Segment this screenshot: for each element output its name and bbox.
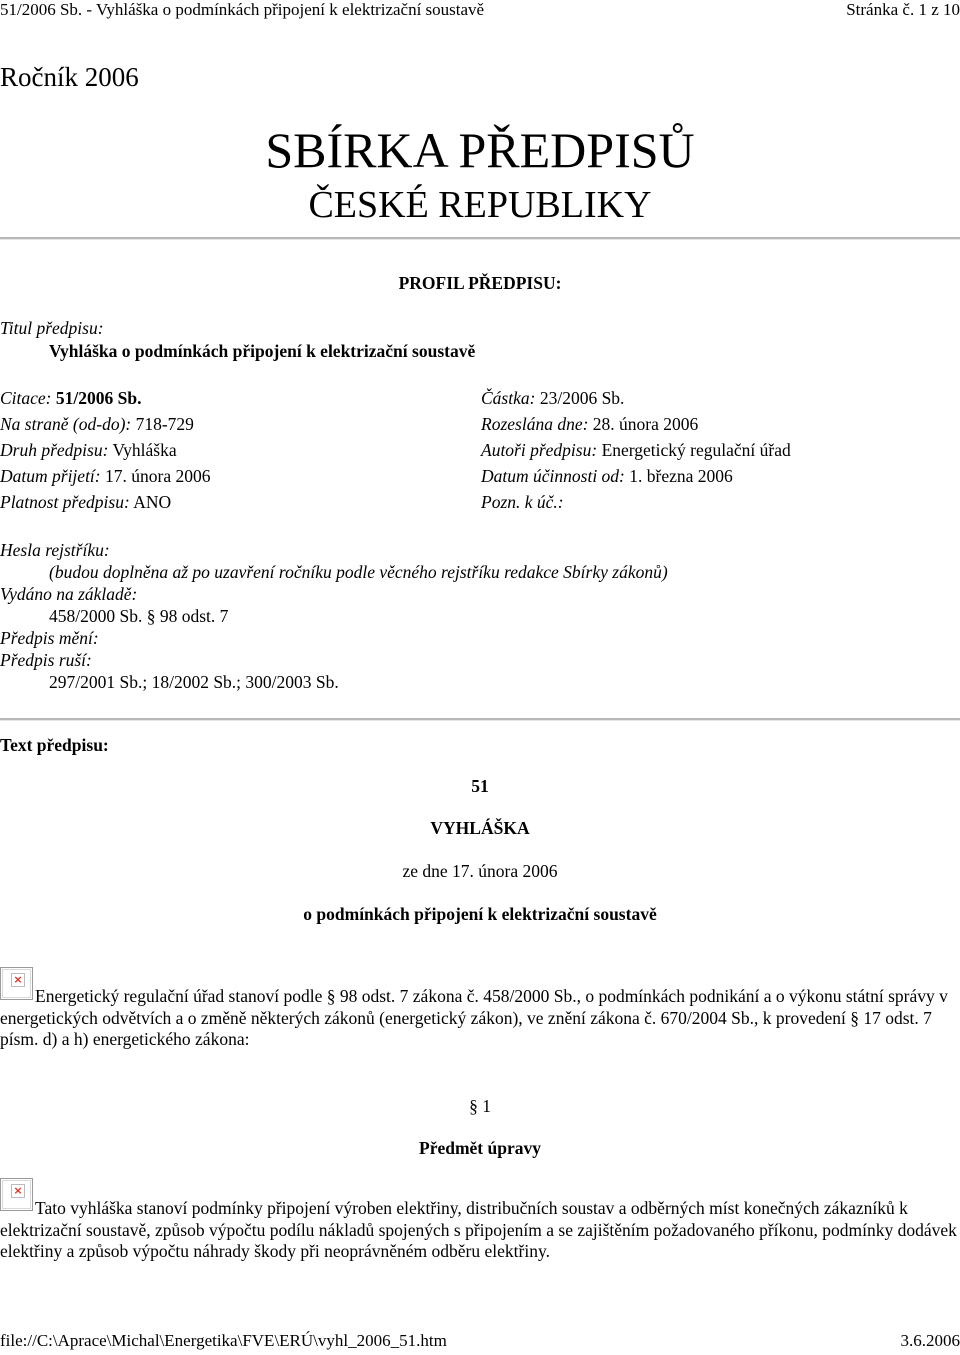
print-footer-date: 3.6.2006 bbox=[900, 1331, 960, 1350]
section-title: Předmět úpravy bbox=[419, 1138, 541, 1158]
citace-row bbox=[0, 388, 141, 409]
masthead-subtitle: ČESKÉ REPUBLIKY bbox=[308, 184, 652, 226]
ucinnost-value: 1. března 2006 bbox=[629, 466, 733, 486]
platnost-label: Platnost předpisu: bbox=[0, 492, 130, 512]
autori-value: Energetický regulační úřad bbox=[601, 440, 791, 460]
autori-row bbox=[481, 440, 791, 461]
platnost-value: ANO bbox=[133, 492, 172, 512]
castka-value: 23/2006 Sb. bbox=[539, 388, 625, 408]
intro-paragraph bbox=[0, 986, 960, 1051]
vydano-value: 458/2000 Sb. § 98 odst. 7 bbox=[49, 606, 229, 626]
regulation-type: VYHLÁŠKA bbox=[430, 818, 530, 838]
rusi-value: 297/2001 Sb.; 18/2002 Sb.; 300/2003 Sb. bbox=[49, 672, 339, 692]
strane-value: 718-729 bbox=[135, 414, 194, 434]
rozeslana-row bbox=[481, 414, 698, 435]
hesla-value: (budou doplněna až po uzavření ročníku podle věcného rejstříku redakce Sbírky zákonů) bbox=[49, 562, 668, 582]
prijeti-label: Datum přijetí: bbox=[0, 466, 101, 486]
rusi-label: Předpis ruší: bbox=[0, 650, 92, 670]
profile-heading: PROFIL PŘEDPISU: bbox=[398, 273, 562, 293]
meni-label: Předpis mění: bbox=[0, 628, 99, 648]
rozeslana-value: 28. února 2006 bbox=[592, 414, 699, 434]
section-text: Tato vyhláška stanoví podmínky připojení výroben elektřiny, distribučních soustav a odběrných míst konečných zákazníků k elektrizační soustavě, způsob výpočtu podílu nákladů spojených s připojením a se zajištěním požadovaného příkonu, podmínky dodávek elektřiny a způsob výpočtu náhrady škody při neoprávněném odběru elektřiny. bbox=[0, 1198, 957, 1261]
autori-label: Autoři předpisu: bbox=[481, 440, 598, 460]
vydano-label: Vydáno na základě: bbox=[0, 584, 138, 604]
masthead-divider bbox=[0, 237, 960, 240]
broken-image-icon: × bbox=[0, 967, 33, 1000]
rozeslana-label: Rozeslána dne: bbox=[481, 414, 589, 434]
castka-row bbox=[481, 388, 624, 409]
titul-label: Titul předpisu: bbox=[0, 318, 104, 338]
regulation-number: 51 bbox=[471, 776, 489, 796]
ucinnost-label: Datum účinnosti od: bbox=[481, 466, 625, 486]
masthead-title: SBÍRKA PŘEDPISŮ bbox=[265, 122, 695, 178]
broken-image-icon: × bbox=[0, 1178, 33, 1211]
rocnik: Ročník 2006 bbox=[0, 62, 139, 92]
profile-divider bbox=[0, 718, 960, 721]
text-heading: Text předpisu: bbox=[0, 735, 109, 755]
citace-value: 51/2006 Sb. bbox=[55, 388, 142, 408]
hesla-label: Hesla rejstříku: bbox=[0, 540, 110, 560]
print-footer-path: file://C:\Aprace\Michal\Energetika\FVE\ERÚ\vyhl_2006_51.htm bbox=[0, 1331, 447, 1350]
strane-label: Na straně (od-do): bbox=[0, 414, 132, 434]
section-paragraph bbox=[0, 1198, 960, 1263]
castka-label: Částka: bbox=[481, 388, 536, 408]
strane-row bbox=[0, 414, 194, 435]
citace-label: Citace: bbox=[0, 388, 52, 408]
print-header-page: Stránka č. 1 z 10 bbox=[846, 0, 960, 19]
druh-row bbox=[0, 440, 177, 461]
intro-text: Energetický regulační úřad stanoví podle § 98 odst. 7 zákona č. 458/2000 Sb., o podmínkách podnikání a o výkonu státní správy v energetických odvětvích a o změně některých zákonů (energetický zákon), ve znění zákona č. 670/2004 Sb., k provedení § 17 odst. 7 písm. d) a h) energetického zákona: bbox=[0, 986, 948, 1049]
platnost-row bbox=[0, 492, 171, 513]
regulation-date: ze dne 17. února 2006 bbox=[402, 861, 558, 881]
section-number: § 1 bbox=[469, 1096, 491, 1116]
druh-label: Druh předpisu: bbox=[0, 440, 109, 460]
prijeti-value: 17. února 2006 bbox=[105, 466, 211, 486]
prijeti-row bbox=[0, 466, 210, 487]
regulation-subject: o podmínkách připojení k elektrizační soustavě bbox=[303, 904, 657, 924]
titul-value: Vyhláška o podmínkách připojení k elektrizační soustavě bbox=[49, 341, 476, 361]
pozn-label: Pozn. k úč.: bbox=[481, 492, 564, 512]
druh-value: Vyhláška bbox=[112, 440, 177, 460]
print-header-title: 51/2006 Sb. - Vyhláška o podmínkách připojení k elektrizační soustavě bbox=[0, 0, 485, 19]
ucinnost-row bbox=[481, 466, 733, 487]
